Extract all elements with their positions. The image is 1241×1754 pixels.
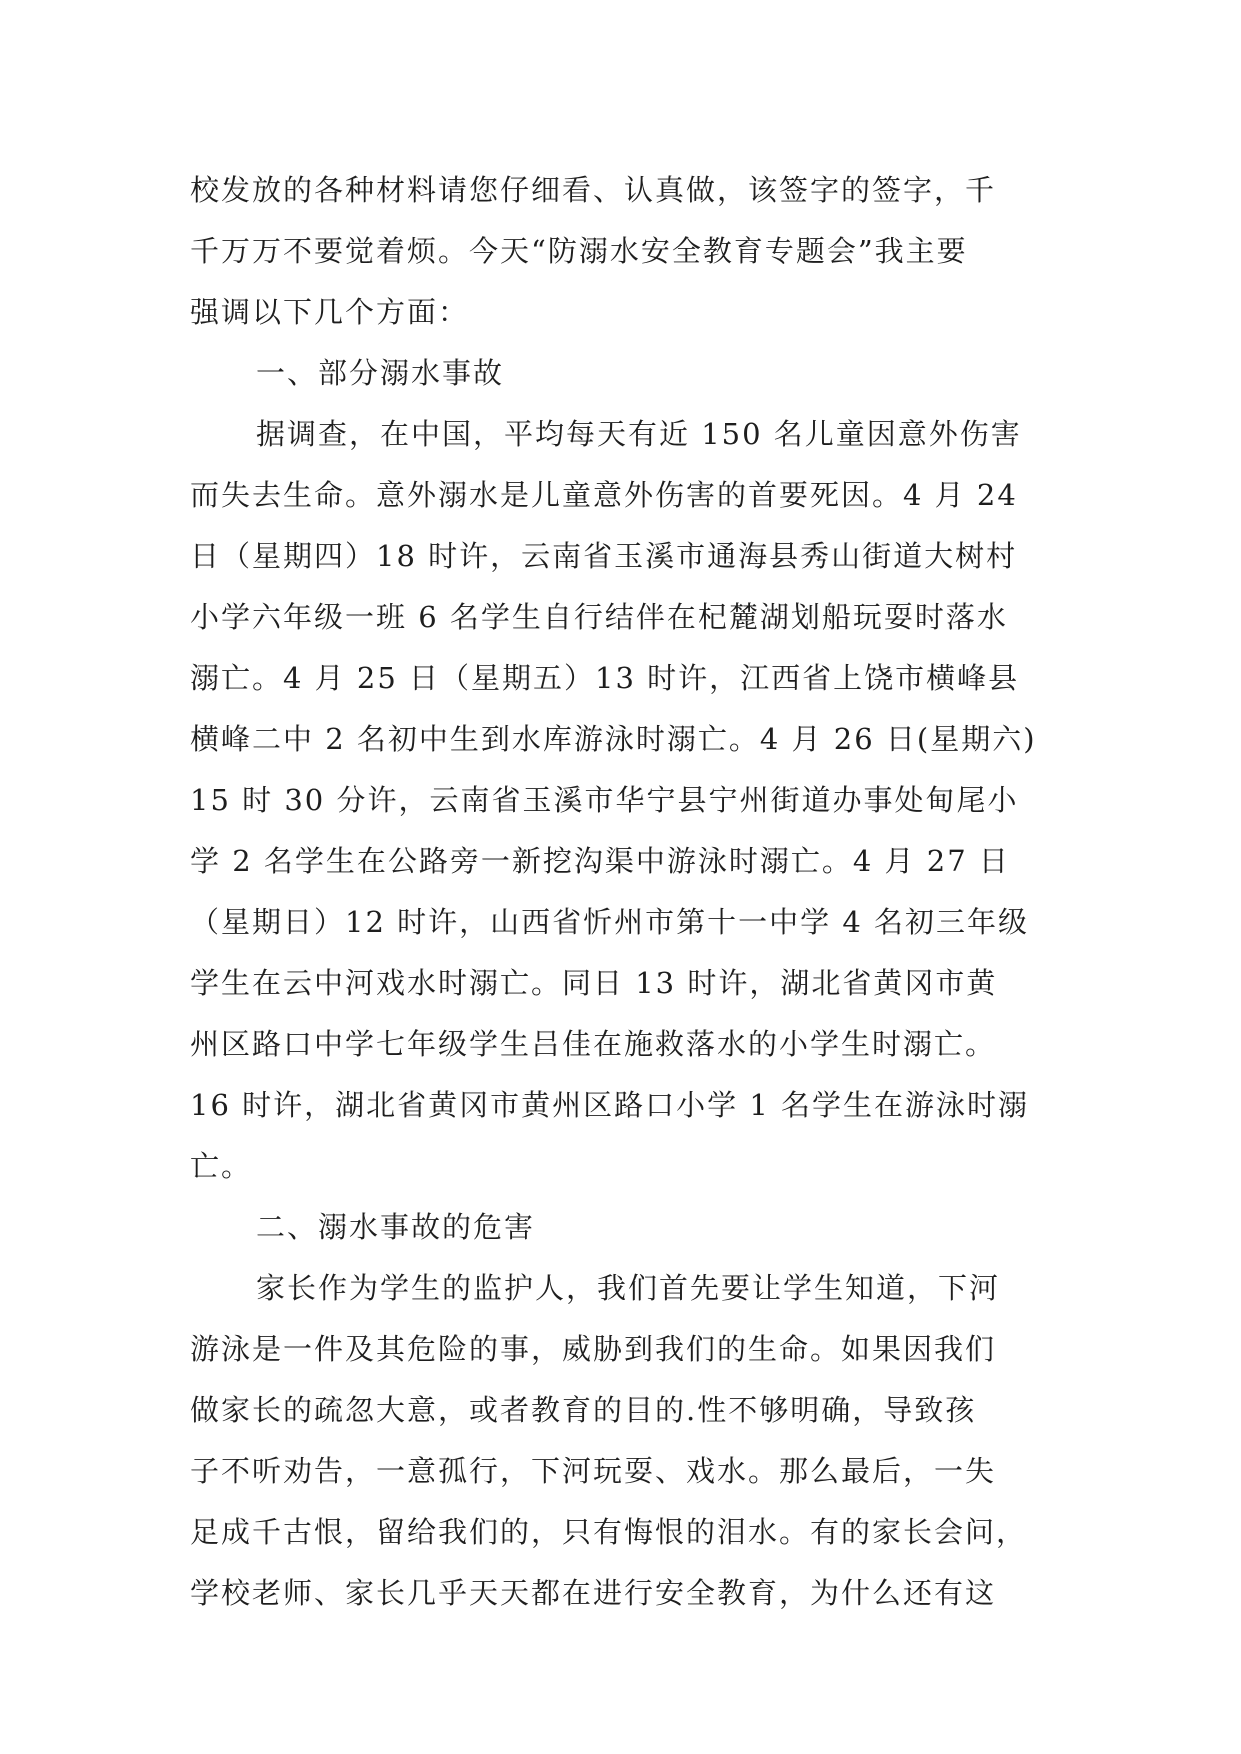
text-line: 日（星期四）18 时许，云南省玉溪市通海县秀山街道大树村 (190, 539, 1018, 573)
text-line: 15 时 30 分许，云南省玉溪市华宁县宁州街道办事处甸尾小 (190, 783, 1019, 817)
text-line: 游泳是一件及其危险的事，威胁到我们的生命。如果因我们 (190, 1332, 997, 1366)
document-body (190, 160, 1052, 1624)
text-line: 学 2 名学生在公路旁一新挖沟渠中游泳时溺亡。4 月 27 日 (190, 844, 1010, 878)
text-line: 亡。 (190, 1149, 253, 1183)
text-line: 横峰二中 2 名初中生到水库游泳时溺亡。4 月 26 日(星期六) (190, 722, 1037, 756)
text-line: 溺亡。4 月 25 日（星期五）13 时许，江西省上饶市横峰县 (190, 661, 1020, 695)
text-line: 做家长的疏忽大意，或者教育的目的.性不够明确，导致孩 (190, 1393, 977, 1427)
text-line: 州区路口中学七年级学生吕佳在施救落水的小学生时溺亡。 (190, 1027, 997, 1061)
text-line: 16 时许，湖北省黄冈市黄州区路口小学 1 名学生在游泳时溺 (190, 1088, 1030, 1122)
section-heading: 一、部分溺水事故 (256, 356, 505, 390)
text-line: 校发放的各种材料请您仔细看、认真做，该签字的签字，千 (190, 173, 997, 207)
text-line: 千万万不要觉着烦。今天“防溺水安全教育专题会”我主要 (190, 234, 968, 268)
text-line: 强调以下几个方面： (190, 295, 470, 329)
text-line: 家长作为学生的监护人，我们首先要让学生知道，下河 (256, 1271, 1001, 1305)
text-line: 据调查，在中国，平均每天有近 150 名儿童因意外伤害 (256, 417, 1022, 451)
text-line: 足成千古恨，留给我们的，只有悔恨的泪水。有的家长会问， (190, 1515, 1028, 1549)
text-line: 学生在云中河戏水时溺亡。同日 13 时许，湖北省黄冈市黄 (190, 966, 998, 1000)
text-line: 学校老师、家长几乎天天都在进行安全教育，为什么还有这 (190, 1576, 997, 1610)
text-line: 而失去生命。意外溺水是儿童意外伤害的首要死因。4 月 24 (190, 478, 1018, 512)
text-line: 子不听劝告，一意孤行，下河玩耍、戏水。那么最后，一失 (190, 1454, 997, 1488)
text-line: （星期日）12 时许，山西省忻州市第十一中学 4 名初三年级 (190, 905, 1030, 939)
text-line: 小学六年级一班 6 名学生自行结伴在杞麓湖划船玩耍时落水 (190, 600, 1008, 634)
section-heading: 二、溺水事故的危害 (256, 1210, 536, 1244)
